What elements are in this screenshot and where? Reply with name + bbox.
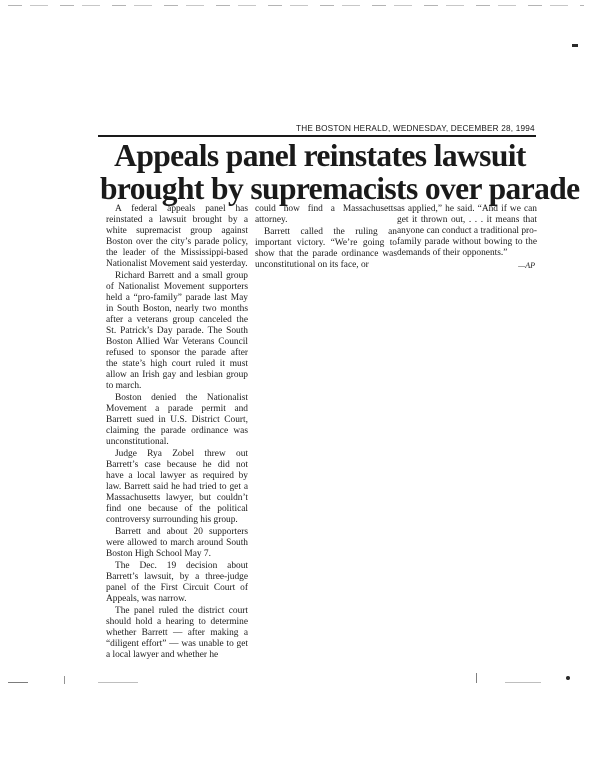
article-column-2: [255, 204, 397, 271]
paragraph: Barrett and about 20 supporters were allowed to march around South Boston High School May 7.: [106, 527, 248, 559]
article-column-3: [397, 204, 537, 271]
article-column-1: [106, 204, 248, 661]
dateline: THE BOSTON HERALD, WEDNESDAY, DECEMBER 28, 1994: [296, 124, 535, 133]
paragraph: Judge Rya Zobel threw out Barrett’s case because he did not have a local lawyer as required by law. Barrett said he had tried to get a Massachusetts lawyer, but couldn’t find one because of the political controversy surrounding his group.: [106, 449, 248, 525]
headline-line-2: brought by supremacists over parade: [100, 171, 580, 206]
scan-mark-bottom-right: [566, 676, 570, 680]
paragraph: Boston denied the Nationalist Movement a parade permit and Barrett sued in U.S. District Court, claiming the parade ordinance was unconstitutional.: [106, 393, 248, 447]
paragraph: The panel ruled the district court should hold a hearing to determine whether Barrett — after making a “diligent effort” — was unable to get a local lawyer and whether he: [106, 606, 248, 660]
paragraph: Barrett called the ruling an important victory. “We’re going to show that the parade ordinance was unconstitutional on its face, or: [255, 227, 397, 270]
headline: [100, 138, 580, 206]
scan-mark-bottom-tick: [64, 676, 65, 684]
paragraph: Richard Barrett and a small group of Nationalist Movement supporters held a “pro-family” parade last May in South Boston, nearly two months after a veterans group canceled the St. Patrick’s Day parade. The South Boston Allied War Veterans Council refused to sponsor the parade after the state’s high court ruled it must allow an Irish gay and lesbian group to march.: [106, 271, 248, 391]
scan-bottom-edge-mid: [98, 682, 138, 683]
paragraph: could now find a Massachusetts attorney.: [255, 204, 397, 225]
paragraph: The Dec. 19 decision about Barrett’s lawsuit, by a three-judge panel of the First Circuit Court of Appeals, was narrow.: [106, 561, 248, 604]
scan-mark-top-right: [572, 44, 578, 47]
scan-bottom-edge-right: [505, 682, 541, 683]
paragraph: A federal appeals panel has reinstated a lawsuit brought by a white supremacist group against Boston over the city’s parade policy, the leader of the Mississippi-based Nationalist Movement said yesterday.: [106, 204, 248, 269]
dateline-rule: [98, 135, 536, 137]
scan-top-edge: [8, 5, 584, 6]
headline-line-1: Appeals panel reinstates lawsuit: [114, 138, 526, 173]
scan-mark-bottom-tick: [476, 673, 477, 683]
scan-bottom-edge-left: [8, 682, 28, 683]
paragraph: as applied,” he said. “And if we can get it thrown out, . . . it means that anyone can conduct a traditional pro-family parade without bowing to the demands of their opponents.”: [397, 204, 537, 258]
wire-credit: —AP: [518, 261, 535, 270]
